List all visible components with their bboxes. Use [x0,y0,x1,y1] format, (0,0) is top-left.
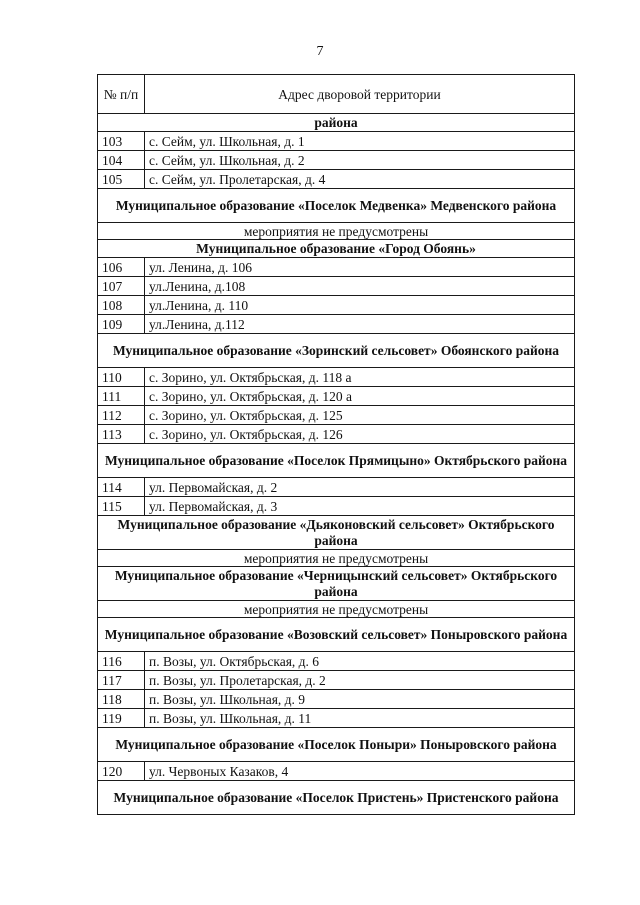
column-header-address: Адрес дворовой территории [145,75,575,114]
no-activities-note: мероприятия не предусмотрены [98,223,575,240]
page-number: 7 [316,44,324,59]
row-address: ул. Первомайская, д. 2 [145,478,575,497]
note-row [98,601,575,618]
municipality-heading: Муниципальное образование «Поселок Поныри» Поныровского района [98,728,575,762]
row-address: с. Зорино, ул. Октябрьская, д. 125 [145,406,575,425]
row-number: 118 [98,690,145,709]
row-number: 104 [98,151,145,170]
section-row [98,781,575,815]
row-address: п. Возы, ул. Школьная, д. 9 [145,690,575,709]
table-row [98,296,575,315]
section-row [98,516,575,550]
no-activities-note: мероприятия не предусмотрены [98,601,575,618]
table-row [98,425,575,444]
row-number: 103 [98,132,145,151]
section-row [98,444,575,478]
municipality-heading: Муниципальное образование «Поселок Прямицыно» Октябрьского района [98,444,575,478]
table-row [98,690,575,709]
row-address: с. Сейм, ул. Школьная, д. 1 [145,132,575,151]
table-row [98,762,575,781]
municipality-heading: Муниципальное образование «Зоринский сельсовет» Обоянского района [98,334,575,368]
row-number: 105 [98,170,145,189]
row-address: п. Возы, ул. Октябрьская, д. 6 [145,652,575,671]
municipality-heading: Муниципальное образование «Поселок Медвенка» Медвенского района [98,189,575,223]
row-address: п. Возы, ул. Пролетарская, д. 2 [145,671,575,690]
row-number: 109 [98,315,145,334]
table-row [98,387,575,406]
row-number: 116 [98,652,145,671]
row-number: 113 [98,425,145,444]
note-row [98,550,575,567]
row-address: с. Сейм, ул. Школьная, д. 2 [145,151,575,170]
row-address: п. Возы, ул. Школьная, д. 11 [145,709,575,728]
row-number: 110 [98,368,145,387]
table-row [98,258,575,277]
municipality-heading: Муниципальное образование «Город Обоянь» [98,240,575,258]
table-row [98,652,575,671]
column-header-number: № п/п [98,75,145,114]
table-row [98,497,575,516]
row-address: ул. Ленина, д. 106 [145,258,575,277]
table-row [98,315,575,334]
section-row [98,189,575,223]
table-row [98,132,575,151]
row-number: 108 [98,296,145,315]
table-body [98,114,575,815]
row-address: ул. Червоных Казаков, 4 [145,762,575,781]
municipality-heading: Муниципальное образование «Дьяконовский сельсовет» Октябрьского района [98,516,575,550]
row-address: с. Зорино, ул. Октябрьская, д. 120 а [145,387,575,406]
section-row [98,728,575,762]
table-row [98,671,575,690]
table-header-row [98,75,575,114]
table-row [98,709,575,728]
section-row [98,567,575,601]
table-row [98,368,575,387]
section-row [98,334,575,368]
row-number: 111 [98,387,145,406]
row-number: 107 [98,277,145,296]
table-row [98,277,575,296]
row-address: с. Зорино, ул. Октябрьская, д. 126 [145,425,575,444]
table-row [98,478,575,497]
section-row [98,240,575,258]
row-address: ул.Ленина, д.112 [145,315,575,334]
address-table [97,74,575,815]
table-row [98,406,575,425]
row-number: 112 [98,406,145,425]
row-number: 106 [98,258,145,277]
row-number: 117 [98,671,145,690]
row-number: 119 [98,709,145,728]
note-row [98,223,575,240]
municipality-heading: района [98,114,575,132]
row-address: с. Зорино, ул. Октябрьская, д. 118 а [145,368,575,387]
section-row [98,618,575,652]
row-number: 115 [98,497,145,516]
row-address: ул.Ленина, д. 110 [145,296,575,315]
row-address: с. Сейм, ул. Пролетарская, д. 4 [145,170,575,189]
no-activities-note: мероприятия не предусмотрены [98,550,575,567]
section-row [98,114,575,132]
municipality-heading: Муниципальное образование «Возовский сельсовет» Поныровского района [98,618,575,652]
row-address: ул.Ленина, д.108 [145,277,575,296]
municipality-heading: Муниципальное образование «Черницынский сельсовет» Октябрьского района [98,567,575,601]
row-address: ул. Первомайская, д. 3 [145,497,575,516]
municipality-heading: Муниципальное образование «Поселок Пристень» Пристенского района [98,781,575,815]
table-row [98,151,575,170]
row-number: 114 [98,478,145,497]
table-row [98,170,575,189]
row-number: 120 [98,762,145,781]
